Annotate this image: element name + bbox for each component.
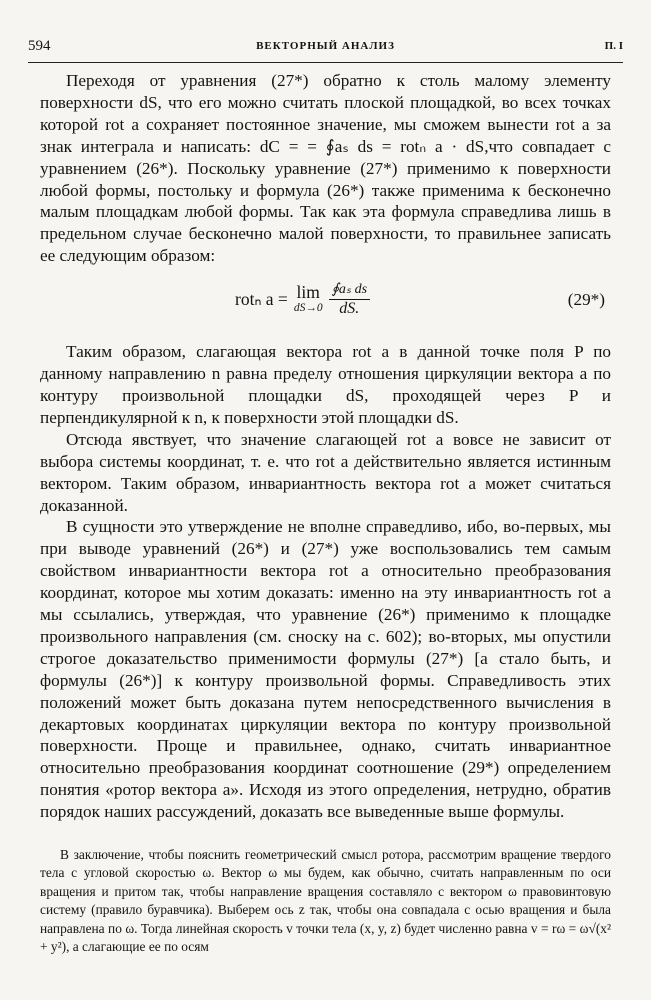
running-title: ВЕКТОРНЫЙ АНАЛИЗ [256, 40, 395, 52]
small-print-note [40, 846, 611, 956]
limit-operator [293, 281, 323, 316]
lim-subscript: dS→0 [293, 301, 323, 314]
formula-body [235, 281, 370, 318]
fraction-denominator: dS. [339, 300, 360, 318]
page-number: 594 [28, 38, 51, 54]
formula-29 [40, 275, 611, 327]
running-header [28, 38, 623, 63]
formula-lhs: rotₙ a = [235, 288, 288, 309]
lim-word: lim [296, 281, 320, 302]
fraction-numerator: ∮aₛ ds [329, 281, 370, 300]
paragraph-4: В сущности это утверждение не вполне справедливо, ибо, во-первых, мы при выводе уравнений (26*) и (27*) уже воспользовались тем самым свойством инвариантности вектора rot a относительно преобразования координат, которое мы хотим доказать: именно на эту инвариантность rot a мы ссылались, утверждая, что уравнение (26*) применимо к площадке произвольного направления (см. сноску на с. 602); во-вторых, мы опустили строгое доказательство применимости формулы (27*) [а стало быть, и формулы (26*)] к контуру произвольной формы. Справедливость этих положений может быть доказана путем непосредственного вычисления в декартовых координатах циркуляции вектора по контуру произвольной поверхности. Проще и правильнее, однако, считать инвариантное относительно преобразования координат соотношение (29*) определением понятия «ротор вектора a». Исходя из этого определения, нетрудно, обратив порядок наших рассуждений, доказать все выведенные выше формулы. [40, 517, 611, 822]
note-paragraph: В заключение, чтобы пояснить геометрический смысл ротора, рассмотрим вращение твердого тела с угловой скоростью ω. Вектор ω мы будем, как обычно, считать направленным по оси вращения и притом так, чтобы направление вращения составляло с вектором ω правовинтовую систему (правило буравчика). Выберем ось z так, чтобы она совпадала с осью вращения и была направлена по ω. Тогда линейная скорость v точки тела (x, y, z) будет численно равна v = rω = ω√(x² + y²), а слагающие ее по осям [40, 847, 611, 955]
fraction [329, 281, 370, 318]
paragraph-2: Таким образом, слагающая вектора rot a в данной точке поля P по данному направлению n равна пределу отношения циркуляции вектора a по контуру произвольной площадки dS, проходящей через P и перпендикулярной к n, к поверхности этой площадки dS. [40, 342, 611, 427]
main-text [40, 70, 611, 823]
paragraph-3: Отсюда явствует, что значение слагающей rot a вовсе не зависит от выбора системы координат, т. е. что rot a действительно является истинным вектором. Таким образом, инвариантность вектора rot a может считаться доказанной. [40, 429, 611, 515]
paragraph-1: Переходя от уравнения (27*) обратно к столь малому элементу поверхности dS, что его можно считать плоской площадкой, во всех точках которой rot a сохраняет постоянное значение, мы сможем вынести rot a за знак интеграла и написать: dC = = ∮aₛ ds = rotₙ a · dS,что совпадает с уравнением (26*). Поскольку уравнение (27*) применимо к поверхности любой формы, постольку и формула (26*) также применима к бесконечно малым площадкам любой формы. Так как эта формула справедлива лишь в предельном случае бесконечно малой поверхности, то правильнее записать ее следующим образом: [40, 71, 611, 266]
section-label: П. I [604, 40, 623, 52]
equation-number: (29*) [567, 290, 605, 310]
